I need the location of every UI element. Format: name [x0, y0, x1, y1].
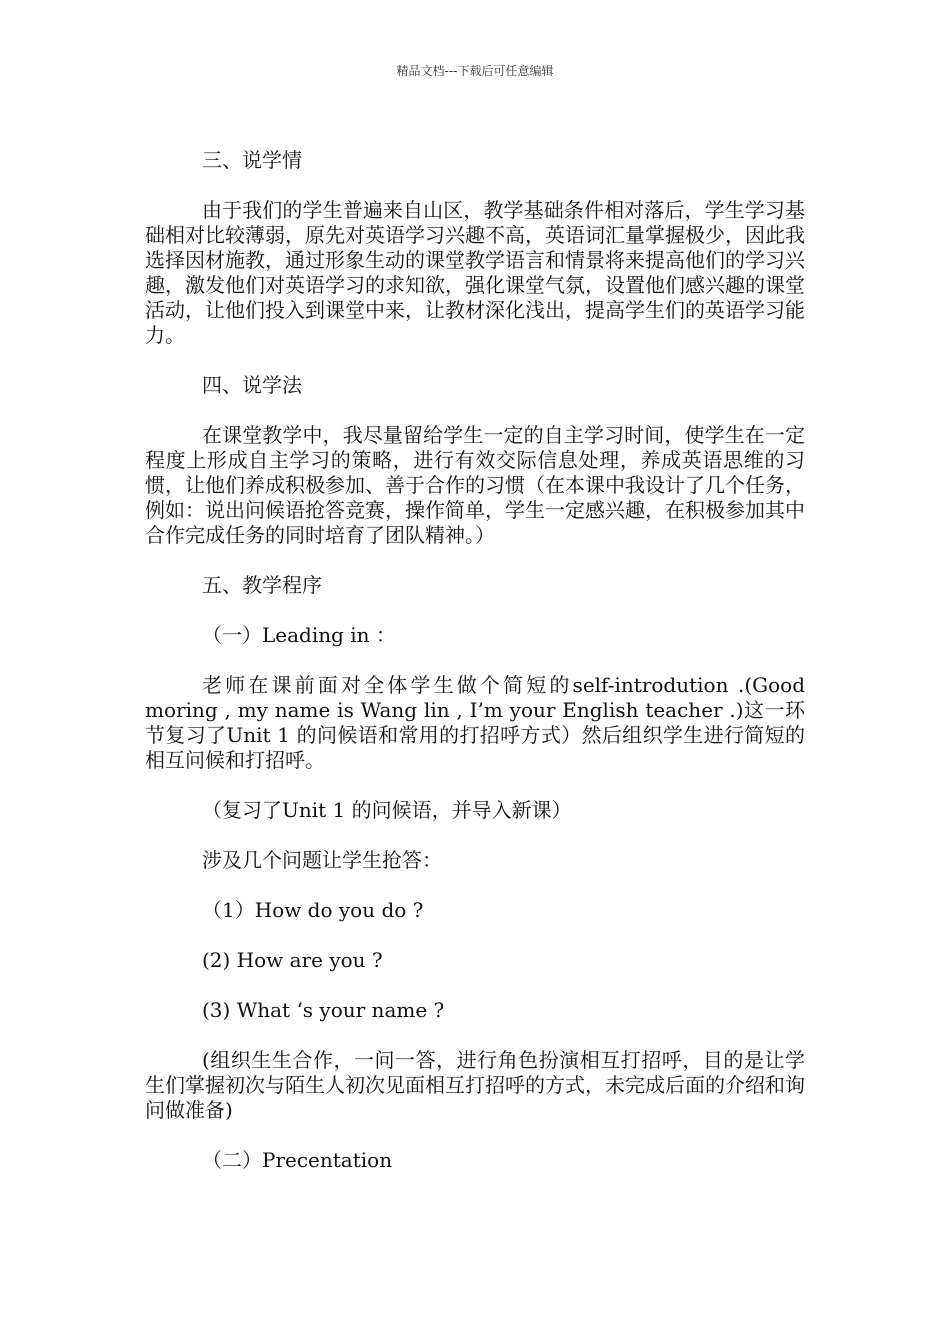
section-5-heading: 五、教学程序 — [202, 573, 322, 597]
section-3-heading: 三、说学情 — [202, 148, 302, 172]
question-3: (3) What ‘s your name ? — [202, 998, 445, 1022]
section-4-heading: 四、说学法 — [202, 373, 302, 397]
questions-intro: 涉及几个问题让学生抢答： — [202, 848, 442, 872]
question-1: （1）How do you do ? — [202, 898, 424, 922]
document-body — [145, 148, 805, 1198]
leading-in-heading: （一）Leading in ： — [202, 623, 396, 647]
section-4-paragraph: 在课堂教学中，我尽量留给学生一定的自主学习时间，使学生在一定程度上形成自主学习的策略，进行有效交际信息处理，养成英语思维的习惯，让他们养成积极参加、善于合作的习惯（在本课中我设计了几个任务，例如：说出问候语抢答竞赛，操作简单，学生一定感兴趣，在积极参加其中合作完成任务的同时培育了团队精神。） — [145, 423, 805, 547]
group-activity-note: (组织生生合作，一问一答，进行角色扮演相互打招呼，目的是让学生们掌握初次与陌生人初次见面相互打招呼的方式，未完成后面的介绍和询问做准备) — [145, 1048, 805, 1122]
question-2: (2) How are you ? — [202, 948, 383, 972]
presentation-heading: （二）Precentation — [202, 1148, 393, 1172]
section-3-paragraph: 由于我们的学生普遍来自山区，教学基础条件相对落后，学生学习基础相对比较薄弱，原先对英语学习兴趣不高，英语词汇量掌握极少，因此我选择因材施教，通过形象生动的课堂教学语言和情景将来提高他们的学习兴趣，激发他们对英语学习的求知欲，强化课堂气氛，设置他们感兴趣的课堂活动，让他们投入到课堂中来，让教材深化浅出，提高学生们的英语学习能力。 — [145, 198, 805, 347]
intro-paragraph: 老师在课前面对全体学生做个简短的self-introdution .(Good moring , my name is Wang lin , I’m your English teacher .)这一环节复习了Unit 1 的问候语和常用的打招呼方式）然后组织学生进行简短的相互问候和打招呼。 — [145, 673, 805, 772]
review-note: （复习了Unit 1 的问候语，并导入新课） — [202, 798, 572, 822]
page-header: 精品文档---下载后可任意编辑 — [396, 64, 554, 78]
